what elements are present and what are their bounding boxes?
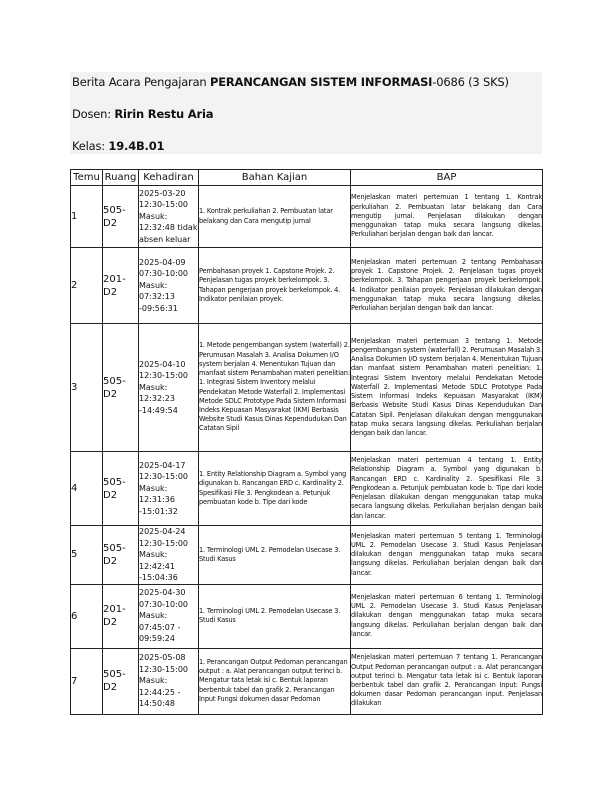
room: 201-D2 bbox=[103, 584, 139, 648]
study-material: Pembahasan proyek 1. Capstone Projek. 2. Penjelasan tugas proyek berkelompok. 3. Tahapan pengerjaan proyek berkelompok. 4. Indikator penilaian proyek. bbox=[199, 248, 351, 324]
class-line bbox=[72, 139, 164, 153]
study-material: 1. Terminologi UML 2. Pemodelan Usecase 3. Studi Kasus bbox=[199, 526, 351, 585]
header-kehadiran: Kehadiran bbox=[139, 170, 199, 186]
room: 505-D2 bbox=[103, 452, 139, 526]
attendance: 2025-04-10 12:30-15:00 Masuk: 12:32:23 -14:49:54 bbox=[139, 324, 199, 452]
bap-description: Menjelaskan materi pertemuan 7 tentang 1. Perancangan Output Pedoman perancangan output : a. Alat perancangan output terinci b. Mengatur tata letak isi c. Bentuk laporan berbentuk tabel dan grafik 2. Perancangan Input: Fungsi dokumen dasar Pedoman perancangan input. Penjelasan dilakukan bbox=[351, 648, 543, 714]
attendance: 2025-04-30 07:30-10:00 Masuk: 07:45:07 - 09:59:24 bbox=[139, 584, 199, 648]
header-bap: BAP bbox=[351, 170, 543, 186]
bap-description: Menjelaskan materi pertemuan 5 tentang 1. Terminologi UML 2. Pemodelan Usecase 3. Studi Kasus Penjelasan dilakukan dengan menggunakan tatap muka secara langsung dikelas. Perkuliahan berjalan dengan baik dan lancar. bbox=[351, 526, 543, 585]
lecturer-line bbox=[72, 107, 213, 121]
attendance: 2025-05-08 12:30-15:00 Masuk: 12:44:25 - 14:50:48 bbox=[139, 648, 199, 714]
course-prefix: Berita Acara Pengajaran bbox=[72, 75, 210, 89]
study-material: 1. Perancangan Output Pedoman perancangan output : a. Alat perancangan output terinci b. Mengatur tata letak isi c. Bentuk laporan berbentuk tabel dan grafik 2. Perancangan Input Fungsi dokumen dasar Pedoman bbox=[199, 648, 351, 714]
room: 505-D2 bbox=[103, 648, 139, 714]
attendance: 2025-04-17 12:30-15:00 Masuk: 12:31:36 -15:01:32 bbox=[139, 452, 199, 526]
meeting-number: 7 bbox=[71, 648, 103, 714]
meeting-number: 1 bbox=[71, 186, 103, 248]
document-header bbox=[70, 72, 542, 154]
room: 201-D2 bbox=[103, 248, 139, 324]
study-material: 1. Metode pengembangan system (waterfall) 2. Perumusan Masalah 3. Analisa Dokumen I/O system berjalan 4. Menentukan Tujuan dan manfaat sistem Penambahan materi penelitian: 1. Integrasi Sistem Inventory melalui Pendekatan Metode Waterfall 2. Implementasi Metode SDLC Prototype Pada Sistem Informasi Indeks Kepuasan Masyarakat (IKM) Berbasis Website Studi Kasus Dinas Kependudukan Dan Catatan Sipil bbox=[199, 324, 351, 452]
lecturer-name: Ririn Restu Aria bbox=[114, 107, 214, 121]
meeting-number: 5 bbox=[71, 526, 103, 585]
header-temu: Temu bbox=[71, 170, 103, 186]
study-material: 1. Entity Relationship Diagram a. Symbol yang digunakan b. Rancangan ERD c. Kardinality 2. Spesifikasi File 3. Pengkodean a. Petunjuk pembuatan kode b. Tipe dari kode bbox=[199, 452, 351, 526]
study-material: 1. Kontrak perkuliahan 2. Pembuatan latar belakang dan Cara mengutip jurnal bbox=[199, 186, 351, 248]
attendance: 2025-04-09 07:30-10:00 Masuk: 07:32:13 -09:56:31 bbox=[139, 248, 199, 324]
bap-description: Menjelaskan materi pertemuan 4 tentang 1. Entity Relationship Diagram a. Symbol yang digunakan b. Rancangan ERD c. Kardinality 2. Spesifikasi File 3. Pengkodean a. Petunjuk pembuatan kode b. Tipe dari kode Penjelasan dilakukan dengan menggunakan tatap muka secara langsung dikelas. Perkuliahan berjalan dengan baik dan lancar. bbox=[351, 452, 543, 526]
bap-description: Menjelaskan materi pertemuan 3 tentang 1. Metode pengembangan system (waterfall) 2. Perumusan Masalah 3. Analisa Dokumen I/O system berjalan 4. Menentukan Tujuan dan manfaat sistem Penambahan materi penelitian: 1. Integrasi Sistem Inventory melalui Pendekatan Metode Waterfall 2. Implementasi Metode SDLC Prototype Pada Sistem Informasi Indeks Kepuasan Masyarakat (IKM) Berbasis Website Studi Kasus Dinas Kependudukan Dan Catatan Sipil. Penjelasan dilakukan dengan menggunakan tatap muka secara langsung dikelas. Perkuliahan berjalan dengan baik dan lancar. bbox=[351, 324, 543, 452]
study-material: 1. Terminologi UML 2. Pemodelan Usecase 3. Studi Kasus bbox=[199, 584, 351, 648]
meeting-number: 2 bbox=[71, 248, 103, 324]
bap-description: Menjelaskan materi pertemuan 2 tentang Pembahasan proyek 1. Capstone Projek. 2. Penjelasan tugas proyek berkelompok. 3. Tahapan pengerjaan proyek berkelompok. 4. Indikator penilaian proyek. Penjelasan dilakukan dengan menggunakan tatap muka secara langsung dikelas. Perkuliahan berjalan dengan baik dan lancar. bbox=[351, 248, 543, 324]
table-row bbox=[71, 324, 543, 452]
table-row bbox=[71, 526, 543, 585]
table-row bbox=[71, 186, 543, 248]
bap-description: Menjelaskan materi pertemuan 6 tentang 1. Terminologi UML 2. Pemodelan Usecase 3. Studi Kasus Penjelasan dilakukan dengan menggunakan tatap muka secara langsung dikelas. Perkuliahan berjalan dengan baik dan lancar. bbox=[351, 584, 543, 648]
attendance: 2025-04-24 12:30-15:00 Masuk: 12:42:41 -15:04:36 bbox=[139, 526, 199, 585]
lecturer-label: Dosen: bbox=[72, 107, 115, 121]
table-row bbox=[71, 248, 543, 324]
table-header-row bbox=[71, 170, 543, 186]
class-name: 19.4B.01 bbox=[108, 139, 165, 153]
course-title-line bbox=[72, 75, 509, 89]
meeting-number: 6 bbox=[71, 584, 103, 648]
room: 505-D2 bbox=[103, 526, 139, 585]
bap-description: Menjelaskan materi pertemuan 1 tentang 1. Kontrak perkuliahan 2. Pembuatan latar belakang dan Cara mengutip jurnal. Penjelasan dilakukan dengan menggunakan tatap muka secara langsung dikelas. Perkuliahan berjalan dengan baik dan lancar. bbox=[351, 186, 543, 248]
course-name: PERANCANGAN SISTEM INFORMASI bbox=[209, 75, 433, 89]
teaching-record-table bbox=[70, 169, 543, 715]
attendance: 2025-03-20 12:30-15:00 Masuk: 12:32:48 tidak absen keluar bbox=[139, 186, 199, 248]
course-code: -0686 (3 SKS) bbox=[432, 75, 509, 89]
table-row bbox=[71, 648, 543, 714]
meeting-number: 4 bbox=[71, 452, 103, 526]
header-ruang: Ruang bbox=[103, 170, 139, 186]
class-label: Kelas: bbox=[72, 139, 109, 153]
header-bahan-kajian: Bahan Kajian bbox=[199, 170, 351, 186]
room: 505-D2 bbox=[103, 324, 139, 452]
room: 505-D2 bbox=[103, 186, 139, 248]
table-row bbox=[71, 584, 543, 648]
table-row bbox=[71, 452, 543, 526]
meeting-number: 3 bbox=[71, 324, 103, 452]
